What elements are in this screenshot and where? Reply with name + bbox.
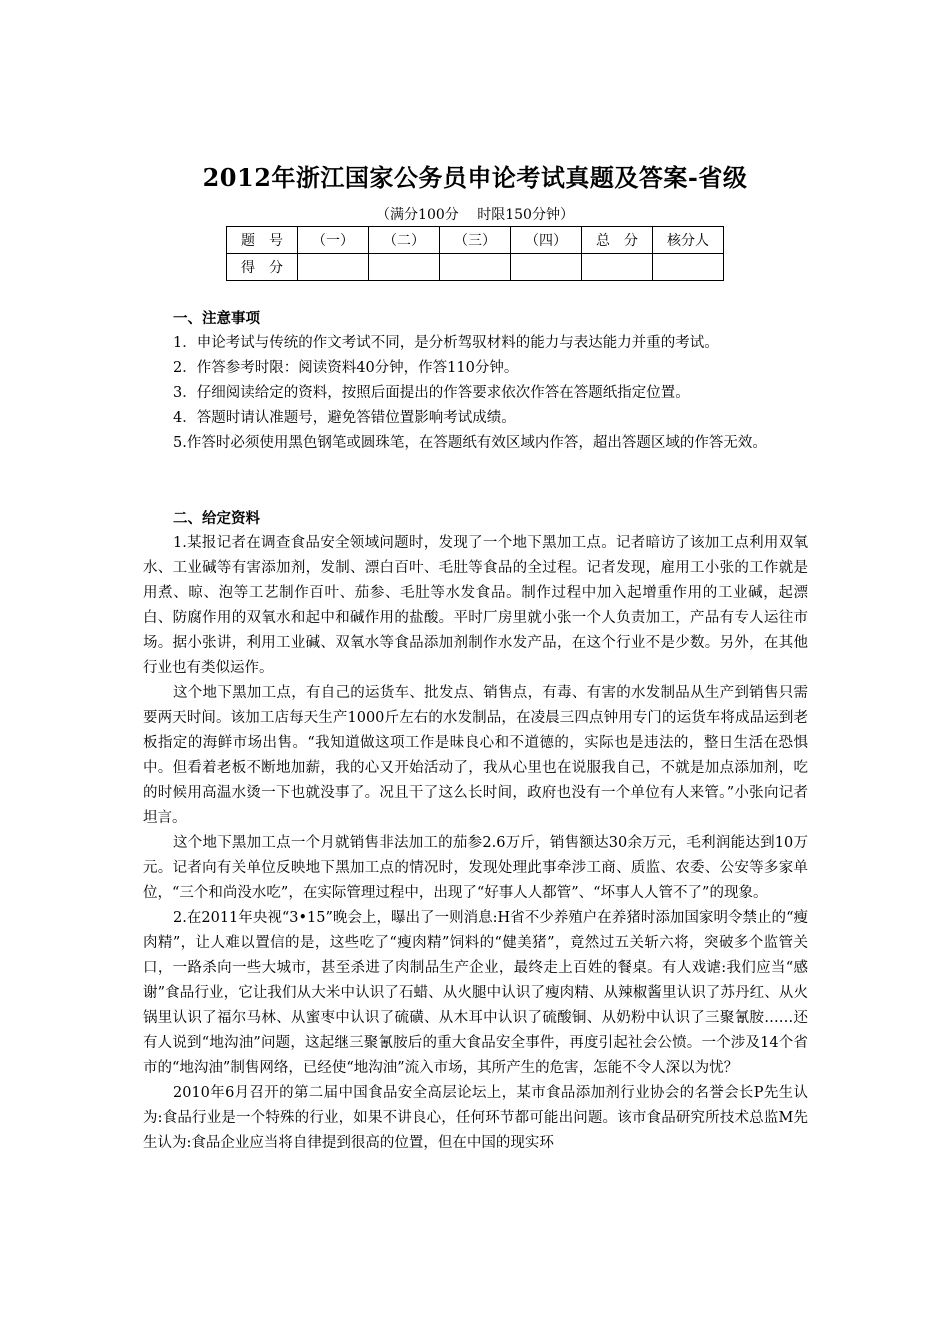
table-header-cell: （二） (369, 227, 440, 254)
score-cell (440, 254, 511, 281)
material-paragraph: 1.某报记者在调查食品安全领域问题时，发现了一个地下黑加工点。记者暗访了该加工点利用双氧水、工业碱等有害添加剂，发制、漂白百叶、毛肚等食品的全过程。记者发现，雇用工小张的工作就是用煮、晾、泡等工艺制作百叶、茄参、毛肚等水发食品。制作过程中加入起增重作用的工业碱，起漂白、防腐作用的双氧水和起中和碱作用的盐酸。平时厂房里就小张一个人负责加工，产品有专人运往市场。据小张讲，利用工业碱、双氧水等食品添加剂制作水发产品，在这个行业不是少数。另外，在其他行业也有类似运作。 (143, 535, 808, 676)
section-heading-notes: 一、注意事项 (173, 310, 260, 327)
page-subtitle: （满分100分 时限150分钟） (376, 207, 574, 223)
page-title: 2012年浙江国家公务员申论考试真题及答案-省级 (202, 163, 748, 192)
table-header-cell: 总 分 (582, 227, 653, 254)
score-table-header-row (227, 227, 724, 254)
score-cell (653, 254, 724, 281)
material-paragraph: 这个地下黑加工点，有自己的运货车、批发点、销售点，有毒、有害的水发制品从生产到销售只需要两天时间。该加工店每天生产1000斤左右的水发制品，在凌晨三四点钟用专门的运货车将成品运到老板指定的海鲜市场出售。“我知道做这项工作是昧良心和不道德的，实际也是违法的，整日生活在恐惧中。但看着老板不断地加薪，我的心又开始活动了，我从心里也在说服我自己，不就是加点添加剂，吃的时候用高温水烫一下也就没事了。况且干了这么长时间，政府也没有一个单位有人来管。”小张向记者坦言。 (143, 685, 808, 826)
notes-item: 3．仔细阅读给定的资料，按照后面提出的作答要求依次作答在答题纸指定位置。 (173, 385, 690, 401)
material-paragraph: 2010年6月召开的第二届中国食品安全高层论坛上，某市食品添加剂行业协会的名誉会长P先生认为:食品行业是一个特殊的行业，如果不讲良心，任何环节都可能出问题。该市食品研究所技术总监M先生认为:食品企业应当将自律提到很高的位置，但在中国的现实环 (143, 1085, 808, 1151)
notes-item: 1．申论考试与传统的作文考试不同，是分析驾驭材料的能力与表达能力并重的考试。 (173, 335, 719, 351)
score-cell (298, 254, 369, 281)
score-cell (511, 254, 582, 281)
score-table-score-row (227, 254, 724, 281)
score-cell (582, 254, 653, 281)
table-header-cell: （四） (511, 227, 582, 254)
material-paragraph: 2.在2011年央视“3•15”晚会上，曝出了一则消息:H省不少养殖户在养猪时添加国家明令禁止的“瘦肉精”，让人难以置信的是，这些吃了“瘦肉精”饲料的“健美猪”，竟然过五关斩六将，突破多个监管关口，一路杀向一些大城市，甚至杀进了肉制品生产企业，最终走上百姓的餐桌。有人戏谑:我们应当“感谢”食品行业，它让我们从大米中认识了石蜡、从火腿中认识了瘦肉精、从辣椒酱里认识了苏丹红、从火锅里认识了福尔马林、从蜜枣中认识了硫磺、从木耳中认识了硫酸铜、从奶粉中认识了三聚氰胺……还有人说到“地沟油”问题，这起继三聚氰胺后的重大食品安全事件，再度引起社会公愤。一个涉及14个省市的“地沟油”制售网络，已经使“地沟油”流入市场，其所产生的危害，怎能不令人深以为忧？ (143, 910, 808, 1076)
table-header-cell: 题 号 (227, 227, 298, 254)
score-cell (369, 254, 440, 281)
spacer (143, 456, 808, 481)
section-heading-materials: 二、给定资料 (173, 510, 260, 527)
notes-item: 4．答题时请认准题号，避免答错位置影响考试成绩。 (173, 410, 516, 426)
table-header-cell: 核分人 (653, 227, 724, 254)
table-header-cell: （三） (440, 227, 511, 254)
notes-item: 5.作答时必须使用黑色钢笔或圆珠笔，在答题纸有效区域内作答，超出答题区域的作答无效。 (173, 435, 767, 451)
material-paragraph: 这个地下黑加工点一个月就销售非法加工的茄参2.6万斤，销售额达30余万元，毛利润能达到10万元。记者向有关单位反映地下黑加工点的情况时，发现处理此事牵涉工商、质监、农委、公安等多家单位，“三个和尚没水吃”，在实际管理过程中，出现了“好事人人都管”、“坏事人人管不了”的现象。 (143, 835, 808, 901)
spacer (143, 481, 808, 506)
table-row-label: 得 分 (227, 254, 298, 281)
score-table (226, 226, 724, 281)
table-header-cell: （一） (298, 227, 369, 254)
document-body (143, 306, 808, 1156)
notes-item: 2．作答参考时限：阅读资料40分钟，作答110分钟。 (173, 360, 519, 376)
